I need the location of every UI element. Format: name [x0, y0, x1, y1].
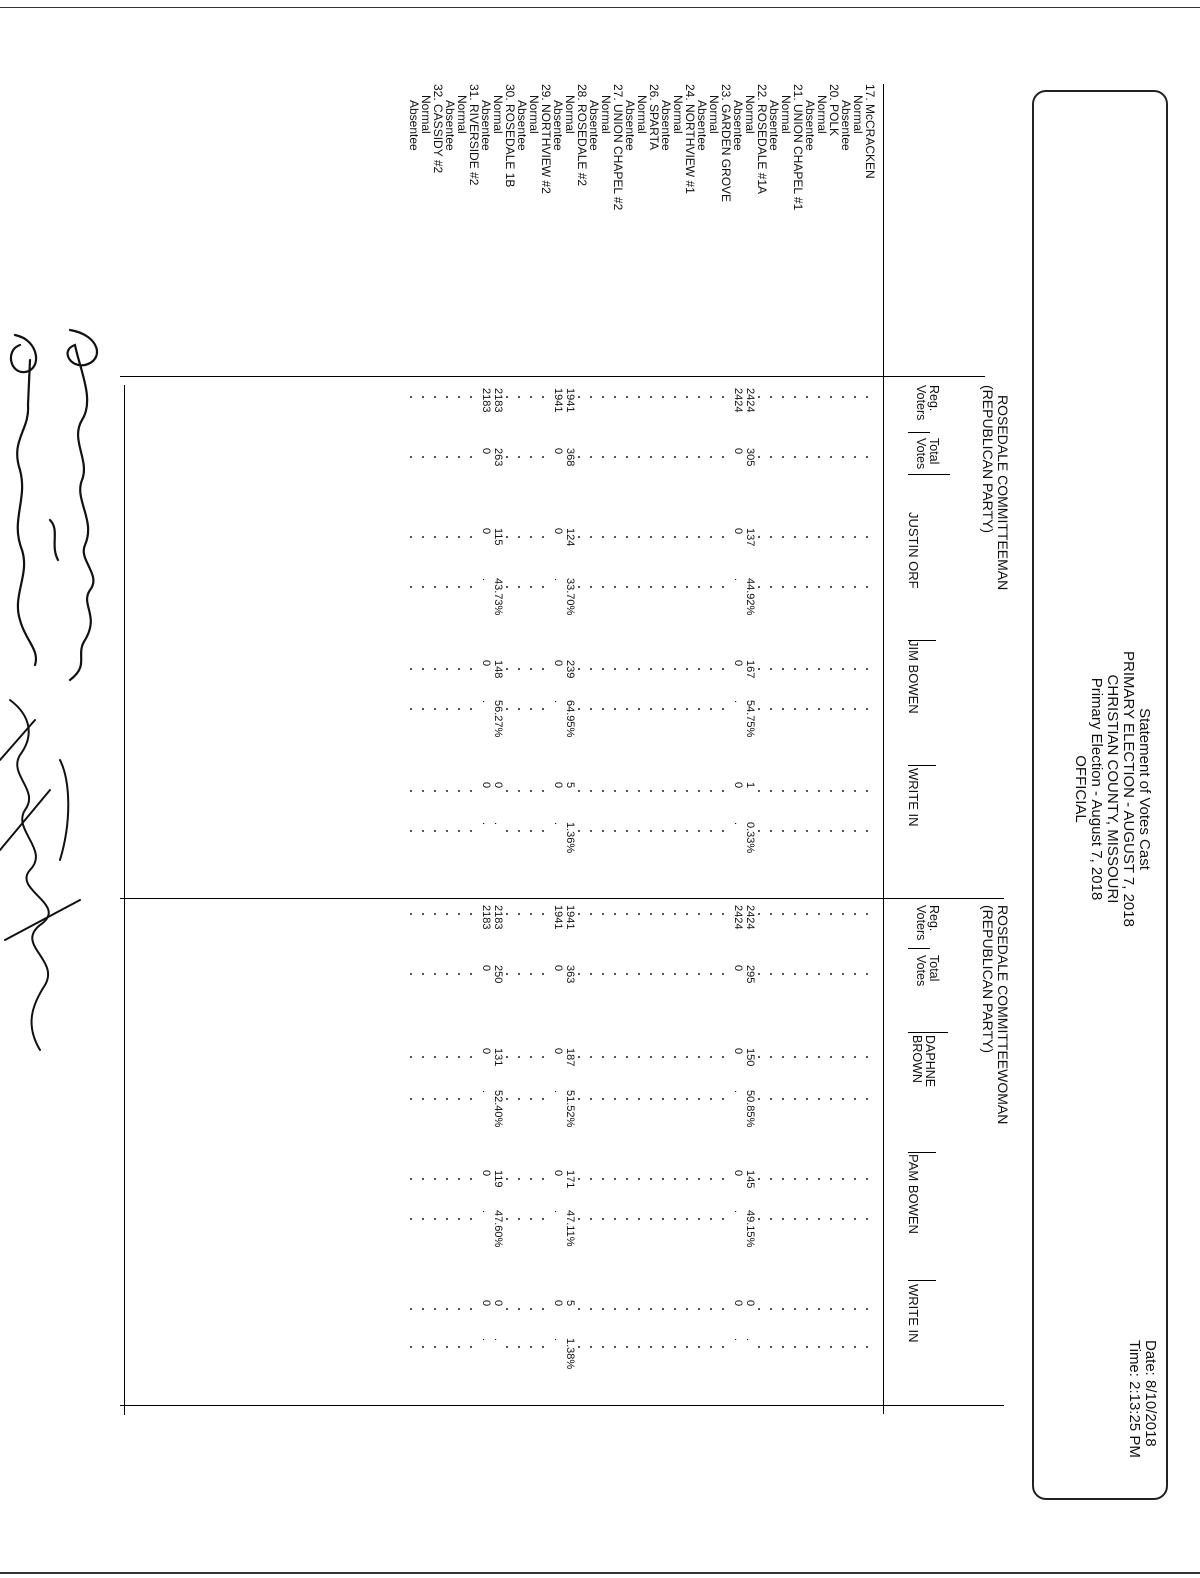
committeewoman-cell-p1: .	[732, 1090, 744, 1094]
committeeman-cell-p1: 33.70%	[564, 578, 576, 616]
cm-candidate-justin-orf: JUSTIN ORF	[906, 512, 921, 589]
committeewoman-cell-p3: .	[744, 1338, 756, 1342]
committeeman-cell-total: 0	[480, 448, 492, 455]
committeewoman-cell-c1: 0	[552, 1048, 564, 1055]
precinct-row: 24. NORTHVIEW #1	[683, 84, 697, 194]
precinct-row: Absentee	[839, 100, 853, 151]
committeewoman-cell-total: 0	[480, 965, 492, 972]
committeewoman-cell-c1: 0	[732, 1048, 744, 1055]
committeewoman-cell-total: 363	[564, 965, 576, 984]
committeeman-cell-c3: 0	[492, 782, 504, 789]
committeewoman-cell-reg: 1941	[552, 905, 564, 930]
committeeman-cell-reg: 2183	[492, 388, 504, 413]
cw-total-header-2: Votes	[914, 955, 928, 987]
committeewoman-cell-total: 0	[732, 965, 744, 972]
committeeman-cell-c2: 148	[492, 660, 504, 679]
report-title: Statement of Votes Cast	[1136, 708, 1153, 870]
report-time: Time: 2:13:25 PM	[1126, 1340, 1143, 1458]
committeewoman-cell-p1: 52.40%	[492, 1090, 504, 1128]
committeeman-cell-p2: .	[732, 700, 744, 704]
precinct-row: Absentee	[587, 100, 601, 151]
precinct-row: Absentee	[695, 100, 709, 151]
precinct-row: Normal	[491, 95, 505, 134]
committeewoman-cell-reg: 2183	[480, 905, 492, 930]
precinct-row: 17. McCRACKEN	[863, 84, 877, 179]
committeewoman-cell-c3: 0	[492, 1300, 504, 1307]
committeewoman-cell-c3: 0	[552, 1300, 564, 1307]
precinct-row: 32. CASSIDY #2	[431, 84, 445, 174]
precinct-row: Normal	[851, 95, 865, 134]
committeeman-cell-total: 0	[552, 448, 564, 455]
cm-total-header-1: Total	[927, 438, 941, 465]
precinct-row: 27. UNION CHAPEL #2	[611, 84, 625, 211]
signature-3	[0, 700, 80, 1050]
cw-reg-header-1: Reg.	[927, 905, 941, 932]
precinct-row: Normal	[455, 95, 469, 134]
precinct-row: Normal	[563, 95, 577, 134]
committeewoman-cell-c3: 5	[564, 1300, 576, 1307]
committeeman-cell-p3: .	[732, 822, 744, 826]
precinct-row: Absentee	[443, 100, 457, 151]
committeeman-cell-p2: 54.75%	[744, 700, 756, 738]
committeeman-cell-c1: 0	[480, 528, 492, 535]
county-name: CHRISTIAN COUNTY, MISSOURI	[1104, 674, 1121, 904]
precinct-row: 20. POLK	[827, 84, 841, 137]
committeeman-cell-c3: 0	[552, 782, 564, 789]
committeeman-office-title: ROSEDALE COMMITTEEMAN	[995, 395, 1011, 591]
committeewoman-cell-p2: .	[732, 1210, 744, 1214]
committeeman-cell-c3: 0	[732, 782, 744, 789]
committeewoman-party: (REPUBLICAN PARTY)	[980, 905, 996, 1054]
committeeman-cell-reg: 2424	[732, 388, 744, 413]
precinct-row: Absentee	[407, 100, 421, 151]
cm-total-header-2: Votes	[914, 438, 928, 470]
committeewoman-cell-c1: 0	[480, 1048, 492, 1055]
committeewoman-cell-c3: 0	[480, 1300, 492, 1307]
precinct-row: 28. ROSEDALE #2	[575, 84, 589, 187]
committeeman-cell-p3: .	[492, 822, 504, 826]
committeewoman-cell-p2: 47.60%	[492, 1210, 504, 1248]
committeewoman-cell-c1: 131	[492, 1048, 504, 1067]
precinct-row: Normal	[635, 95, 649, 134]
committeeman-cell-c1: 0	[732, 528, 744, 535]
precinct-row: Absentee	[551, 100, 565, 151]
committeeman-cell-c2: 0	[552, 660, 564, 667]
precinct-row: 22. ROSEDALE #1A	[755, 84, 769, 195]
committeewoman-cell-c2: 0	[480, 1170, 492, 1177]
committeeman-cell-total: 305	[744, 448, 756, 467]
committeewoman-cell-c2: 0	[552, 1170, 564, 1177]
cw-candidate-daphne-brown-2: BROWN	[910, 1035, 924, 1083]
precinct-row: 30. ROSEDALE 1B	[503, 84, 517, 188]
precinct-row: Absentee	[515, 100, 529, 151]
committeewoman-cell-reg: 2424	[732, 905, 744, 930]
committeewoman-cell-c2: 0	[732, 1170, 744, 1177]
committeewoman-cell-c1: 150	[744, 1048, 756, 1067]
signature-1	[50, 330, 97, 680]
precinct-row: Absentee	[803, 100, 817, 151]
committeeman-cell-reg: 1941	[564, 388, 576, 413]
committeewoman-cell-reg: 2183	[492, 905, 504, 930]
precinct-row: 29. NORTHVIEW #2	[539, 84, 553, 194]
committeewoman-cell-c1: 187	[564, 1048, 576, 1067]
committeeman-cell-reg: 2183	[480, 388, 492, 413]
committeewoman-cell-p3: 1.38%	[564, 1338, 576, 1370]
precinct-row: Normal	[779, 95, 793, 134]
committeewoman-cell-p2: 49.15%	[744, 1210, 756, 1248]
committeewoman-cell-p2: 47.11%	[564, 1210, 576, 1247]
committeeman-cell-c2: 239	[564, 660, 576, 679]
committeewoman-cell-c2: 119	[492, 1170, 504, 1188]
election-subtitle: Primary Election - August 7, 2018	[1088, 677, 1105, 901]
committeeman-cell-c1: 137	[744, 528, 756, 547]
precinct-row: Absentee	[479, 100, 493, 151]
precinct-row: Absentee	[623, 100, 637, 151]
precinct-row: Absentee	[731, 100, 745, 151]
cm-write-in: WRITE IN	[906, 768, 921, 827]
committeeman-cell-total: 263	[492, 448, 504, 467]
committeeman-cell-p3: .	[480, 822, 492, 826]
precinct-row: Normal	[707, 95, 721, 134]
committeewoman-cell-total: 250	[492, 965, 504, 984]
committeeman-cell-p3: 1.36%	[564, 822, 576, 854]
committeeman-cell-c2: 0	[732, 660, 744, 667]
committeeman-cell-p2: 56.27%	[492, 700, 504, 738]
committeewoman-cell-p1: .	[552, 1090, 564, 1094]
precinct-row: Absentee	[767, 100, 781, 151]
committeewoman-office-title: ROSEDALE COMMITTEEWOMAN	[995, 905, 1011, 1125]
committeewoman-cell-p3: .	[732, 1338, 744, 1342]
cw-candidate-daphne-brown-1: DAPHNE	[923, 1035, 937, 1088]
official-label: OFFICIAL	[1072, 755, 1089, 823]
committeewoman-cell-c2: 145	[744, 1170, 756, 1189]
committeeman-cell-total: 0	[732, 448, 744, 455]
committeeman-cell-p1: 43.73%	[492, 578, 504, 616]
cw-write-in: WRITE IN	[906, 1284, 921, 1343]
committeewoman-cell-c2: 171	[564, 1170, 576, 1189]
committeeman-cell-c3: 1	[744, 782, 756, 789]
precinct-row: 31. RIVERSIDE #2	[467, 84, 481, 186]
committeewoman-cell-p2: .	[552, 1210, 564, 1214]
signature-2	[11, 335, 36, 665]
cm-reg-header-1: Reg.	[927, 385, 941, 412]
committeeman-cell-p1: .	[552, 578, 564, 582]
committeeman-cell-p1: 44.92%	[744, 578, 756, 616]
election-name: PRIMARY ELECTION - AUGUST 7, 2018	[1120, 651, 1137, 927]
committeeman-cell-p2: .	[552, 700, 564, 704]
committeewoman-cell-p3: .	[480, 1338, 492, 1342]
committeewoman-cell-c3: 0	[732, 1300, 744, 1307]
committeeman-cell-c1: 0	[552, 528, 564, 535]
committeewoman-cell-p1: 50.85%	[744, 1090, 756, 1128]
committeeman-cell-c1: 124	[564, 528, 576, 547]
cm-candidate-jim-bowen: JIM BOWEN	[906, 640, 921, 714]
committeeman-cell-c2: 167	[744, 660, 756, 679]
committeeman-cell-p2: .	[480, 700, 492, 704]
committeeman-cell-p1: .	[732, 578, 744, 582]
report-date: Date: 8/10/2018	[1142, 1340, 1159, 1447]
precinct-row: Normal	[527, 95, 541, 134]
committeewoman-cell-total: 0	[552, 965, 564, 972]
precinct-row: Absentee	[659, 100, 673, 151]
cw-candidate-pam-bowen: PAM BOWEN	[906, 1154, 921, 1234]
precinct-row: 21. UNION CHAPEL #1	[791, 84, 805, 211]
committeewoman-cell-p3: .	[492, 1338, 504, 1342]
committeeman-cell-p3: 0.33%	[744, 822, 756, 854]
committeewoman-cell-p2: .	[480, 1210, 492, 1214]
committeewoman-cell-p3: .	[552, 1338, 564, 1342]
committeeman-cell-c2: 0	[480, 660, 492, 667]
committeeman-cell-p1: .	[480, 578, 492, 582]
committeewoman-cell-reg: 1941	[564, 905, 576, 930]
committeeman-cell-c3: 0	[480, 782, 492, 789]
committeewoman-cell-p1: 51.52%	[564, 1090, 576, 1128]
committeewoman-cell-total: 295	[744, 965, 756, 984]
committeeman-cell-c1: 115	[492, 528, 504, 546]
committeewoman-cell-p1: .	[480, 1090, 492, 1094]
scan-edge-bottom	[0, 1572, 1200, 1574]
precinct-row: Normal	[419, 95, 433, 134]
cw-reg-header-2: Voters	[914, 905, 928, 941]
precinct-row: Normal	[743, 95, 757, 134]
committeeman-cell-p2: 64.95%	[564, 700, 576, 738]
precinct-row: Normal	[815, 95, 829, 134]
precinct-row: Normal	[599, 95, 613, 134]
cw-total-header-1: Total	[927, 955, 941, 982]
committeeman-cell-c3: 5	[564, 782, 576, 789]
precinct-row: Normal	[671, 95, 685, 134]
committeeman-cell-reg: 2424	[744, 388, 756, 413]
cm-reg-header-2: Voters	[914, 385, 928, 421]
precinct-row: 23. GARDEN GROVE	[719, 84, 733, 203]
committeeman-cell-p3: .	[552, 822, 564, 826]
committeewoman-cell-reg: 2424	[744, 905, 756, 930]
precinct-row: 26. SPARTA	[647, 84, 661, 151]
committeeman-party: (REPUBLICAN PARTY)	[980, 385, 996, 534]
committeeman-cell-reg: 1941	[552, 388, 564, 413]
committeewoman-cell-c3: 0	[744, 1300, 756, 1307]
committeeman-cell-total: 368	[564, 448, 576, 467]
